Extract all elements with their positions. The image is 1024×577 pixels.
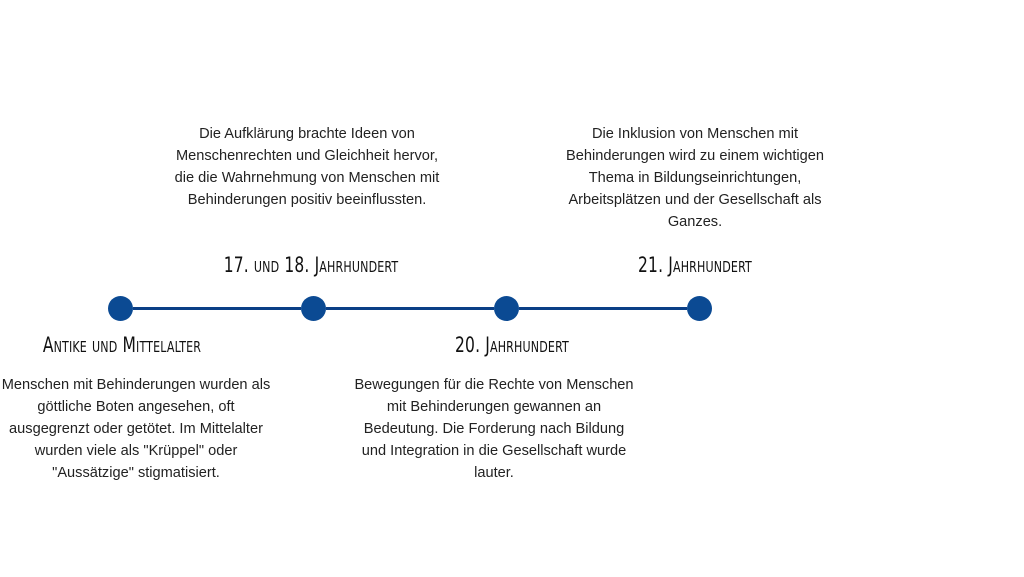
timeline-dot-17-18-jh	[301, 296, 326, 321]
timeline-connector-2	[326, 307, 494, 310]
event-description-21-jh: Die Inklusion von Menschen mit Behinderungen wird zu einem wichtigen Thema in Bildungseinrichtungen, Arbeitsplätzen und der Gesellschaft als Ganzes.	[566, 126, 824, 230]
timeline-connector-3	[519, 307, 687, 310]
event-description-20-jh: Bewegungen für die Rechte von Menschen mit Behinderungen gewannen an Bedeutung. Die Forderung nach Bildung und Integration in die Gesellschaft wurde lauter.	[354, 377, 634, 481]
timeline-dot-antike	[108, 296, 133, 321]
event-title-20-jh: 20. Jahrhundert	[455, 333, 569, 357]
event-description-17-18-jh: Die Aufklärung brachte Ideen von Menschenrechten und Gleichheit hervor, die die Wahrnehmung von Menschen mit Behinderungen positiv beeinflussten.	[174, 126, 440, 208]
event-description-antike: Menschen mit Behinderungen wurden als göttliche Boten angesehen, oft ausgegrenzt oder getötet. Im Mittelalter wurden viele als "Krüppel" oder "Aussätzige" stigmatisiert.	[1, 377, 271, 481]
timeline-dot-21-jh	[687, 296, 712, 321]
timeline-connector-1	[133, 307, 301, 310]
event-title-antike: Antike und Mittelalter	[42, 333, 202, 357]
event-title-17-18-jh: 17. und 18. Jahrhundert	[223, 253, 399, 277]
timeline-dot-20-jh	[494, 296, 519, 321]
event-title-21-jh: 21. Jahrhundert	[638, 253, 752, 277]
